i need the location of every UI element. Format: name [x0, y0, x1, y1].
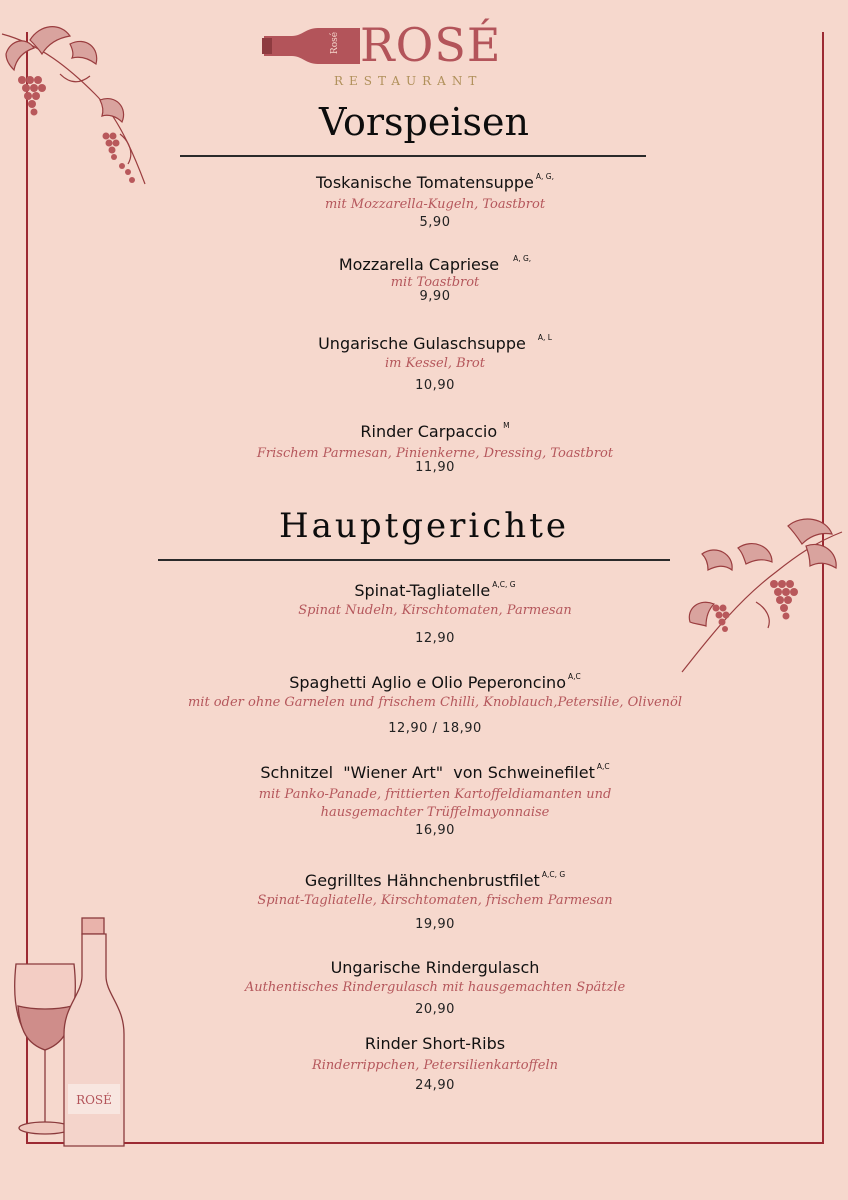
allergen-codes: A, G,	[535, 172, 554, 181]
menu-item	[100, 254, 770, 306]
item-name: Toskanische Tomatensuppe	[316, 173, 534, 192]
menu-item	[100, 958, 770, 1019]
item-name: Spinat-Tagliatelle	[354, 581, 491, 600]
section-title-vorspeisen: Vorspeisen	[319, 100, 529, 144]
menu-item	[100, 1034, 770, 1095]
item-name: Spaghetti Aglio e Olio Peperoncino	[289, 673, 566, 692]
menu-item	[100, 580, 770, 648]
allergen-codes: A,C, G	[541, 870, 566, 879]
item-price: 9,90	[419, 289, 451, 304]
menu-item	[100, 870, 770, 934]
item-name: Mozzarella Capriese	[338, 255, 500, 274]
item-description: mit Panko-Panade, frittierten Kartoffeldiamanten und	[258, 787, 612, 802]
logo-wordmark: ROSÉ	[360, 18, 502, 72]
item-price: 12,90 / 18,90	[388, 721, 482, 736]
menu-item	[100, 672, 770, 738]
item-price: 20,90	[415, 1002, 455, 1017]
item-name: Ungarische Rindergulasch	[330, 958, 540, 977]
item-description: Frischem Parmesan, Pinienkerne, Dressing, Toastbrot	[256, 446, 614, 461]
item-description: mit Toastbrot	[390, 275, 480, 290]
item-description: Rinderrippchen, Petersilienkartoffeln	[311, 1058, 559, 1073]
item-description-line-2: hausgemachter Trüffelmayonnaise	[320, 805, 550, 820]
bottle-script: Rosé	[330, 31, 341, 55]
item-description: Spinat Nudeln, Kirschtomaten, Parmesan	[298, 603, 572, 618]
section-title-hauptgerichte: Hauptgerichte	[279, 506, 569, 546]
item-price: 10,90	[415, 378, 455, 393]
logo-subtitle: RESTAURANT	[334, 74, 483, 88]
item-price: 11,90	[415, 460, 455, 475]
item-name: Gegrilltes Hähnchenbrustfilet	[304, 871, 540, 890]
wine-bottle-icon	[58, 914, 130, 1152]
menu-item	[100, 762, 770, 840]
item-price: 16,90	[415, 823, 455, 838]
item-description: mit oder ohne Garnelen und frischem Chilli, Knoblauch,Petersilie, Olivenöl	[187, 695, 683, 710]
item-price: 24,90	[415, 1078, 455, 1093]
item-name: Ungarische Gulaschsuppe	[318, 334, 526, 353]
item-description: mit Mozzarella-Kugeln, Toastbrot	[324, 197, 546, 212]
allergen-codes: A,C, G	[492, 580, 516, 589]
section-divider	[180, 155, 646, 157]
section-divider	[158, 559, 670, 561]
allergen-codes: A,C	[567, 672, 581, 681]
item-price: 5,90	[419, 215, 451, 230]
item-description: Authentisches Rindergulasch mit hausgemachten Spätzle	[244, 980, 626, 995]
menu-item	[100, 333, 770, 395]
menu-item	[100, 172, 770, 232]
allergen-codes: A,C	[596, 762, 610, 771]
allergen-codes: M	[503, 421, 510, 430]
item-price: 12,90	[415, 631, 455, 646]
item-name: Rinder Carpaccio	[360, 422, 498, 441]
allergen-codes: A, G,	[513, 254, 532, 263]
item-name: Schnitzel "Wiener Art" von Schweinefilet	[260, 763, 595, 782]
restaurant-logo	[262, 18, 542, 94]
item-description: Spinat-Tagliatelle, Kirschtomaten, frischem Parmesan	[257, 893, 613, 908]
item-description: im Kessel, Brot	[385, 356, 485, 371]
bottle-label: ROSÉ	[76, 1093, 112, 1107]
item-price: 19,90	[415, 917, 455, 932]
allergen-codes: A, L	[537, 333, 552, 342]
item-name: Rinder Short-Ribs	[364, 1034, 506, 1053]
bottle-logo-icon	[262, 26, 362, 66]
menu-item	[100, 421, 770, 477]
